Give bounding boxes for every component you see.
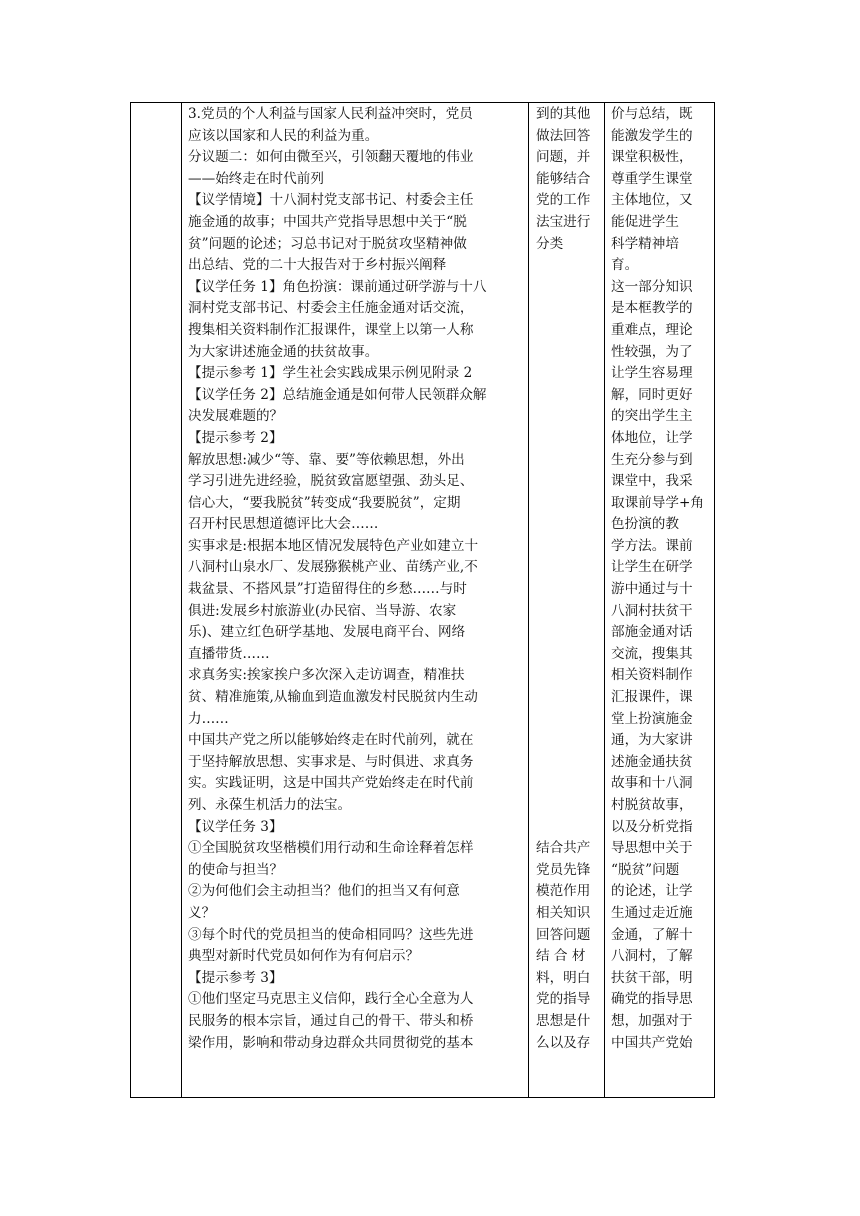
intent-line: 让学生在研学 bbox=[611, 559, 693, 576]
intent-line: 解，同时更好 bbox=[611, 386, 693, 403]
content-line: 【议学任务 3】 bbox=[188, 818, 283, 835]
intent-line: 的突出学生主 bbox=[611, 408, 693, 425]
intent-line: 确党的指导思 bbox=[611, 991, 693, 1008]
content-line: 中国共产党之所以能够始终走在时代前列，就在 bbox=[188, 732, 474, 749]
intent-line: 体地位，让学 bbox=[611, 429, 693, 446]
activity-line: 结 合 材 bbox=[536, 948, 586, 965]
design-intent-text bbox=[605, 103, 714, 1054]
student-activity-gap bbox=[536, 255, 604, 838]
activity-line: 党的指导 bbox=[536, 991, 591, 1008]
student-activity-bottom bbox=[536, 838, 604, 1054]
intent-line: 以及分析党指 bbox=[611, 818, 693, 835]
content-line: 义？ bbox=[188, 904, 216, 921]
intent-line: 中国共产党始 bbox=[611, 1034, 693, 1051]
lesson-plan-table bbox=[130, 102, 715, 1098]
content-line: 实事求是:根据本地区情况发展特色产业如建立十 bbox=[188, 537, 479, 554]
intent-line: 尊重学生课堂 bbox=[611, 170, 693, 187]
intent-line: 汇报课件，课 bbox=[611, 689, 693, 706]
intent-line: 导思想中关于 bbox=[611, 840, 693, 857]
content-line: 【议学任务 2】总结施金通是如何带人民领群众解 bbox=[188, 386, 487, 403]
content-line: 出总结、党的二十大报告对于乡村振兴阐释 bbox=[188, 257, 447, 274]
content-line: 的使命与担当？ bbox=[188, 861, 284, 878]
content-line: 直播带货…… bbox=[188, 645, 270, 662]
intent-line: 科学精神培 bbox=[611, 235, 679, 252]
content-line: 实。实践证明，这是中国共产党始终走在时代前 bbox=[188, 775, 474, 792]
intent-line: 生通过走近施 bbox=[611, 904, 693, 921]
intent-line: 能促进学生 bbox=[611, 213, 679, 230]
intent-line: 部施金通对话 bbox=[611, 624, 693, 641]
activity-line: 党的工作 bbox=[536, 192, 591, 209]
blank-first-column-cell bbox=[131, 103, 182, 1098]
student-activity-top bbox=[536, 104, 604, 255]
activity-line: 料，明白 bbox=[536, 969, 591, 986]
content-line: ——始终走在时代前列 bbox=[188, 170, 324, 187]
intent-line: 相关资料制作 bbox=[611, 667, 693, 684]
intent-line: 述施金通扶贫 bbox=[611, 753, 693, 770]
content-line: ③每个时代的党员担当的使命相同吗？这些先进 bbox=[188, 926, 474, 943]
student-activity-cell bbox=[529, 103, 605, 1098]
intent-line: “脱贫”问题 bbox=[611, 861, 680, 878]
intent-line: 通，为大家讲 bbox=[611, 732, 693, 749]
intent-line: 重难点，理论 bbox=[611, 321, 693, 338]
activity-line: 做法回答 bbox=[536, 127, 591, 144]
intent-line: 色扮演的教 bbox=[611, 516, 679, 533]
content-line: 施金通的故事；中国共产党指导思想中关于“脱 bbox=[188, 213, 467, 230]
intent-line: 是本框教学的 bbox=[611, 300, 693, 317]
intent-line: 八洞村扶贫干 bbox=[611, 602, 693, 619]
activity-line: 么以及存 bbox=[536, 1034, 591, 1051]
content-line: 3.党员的个人利益与国家人民利益冲突时，党员 bbox=[188, 106, 473, 122]
activity-line: 思想是什 bbox=[536, 1012, 591, 1029]
activity-line: 模范作用 bbox=[536, 883, 591, 900]
content-line: 应该以国家和人民的利益为重。 bbox=[188, 127, 379, 144]
student-activity-text bbox=[529, 103, 604, 1054]
content-line: 分议题二：如何由微至兴，引领翻天覆地的伟业 bbox=[188, 149, 474, 166]
intent-line: 这一部分知识 bbox=[611, 278, 693, 295]
content-line: 典型对新时代党员如何作为有何启示？ bbox=[188, 948, 420, 965]
table-row bbox=[131, 103, 715, 1098]
content-line: 洞村党支部书记、村委会主任施金通对话交流， bbox=[188, 300, 474, 317]
content-line: 俱进:发展乡村旅游业(办民宿、当导游、农家 bbox=[188, 602, 457, 619]
content-line: 搜集相关资料制作汇报课件，课堂上以第一人称 bbox=[188, 321, 474, 338]
content-line: 八洞村山泉水厂、发展猕猴桃产业、苗绣产业,不 bbox=[188, 559, 478, 576]
content-line: 贫”问题的论述；习总书记对于脱贫攻坚精神做 bbox=[188, 235, 467, 252]
design-intent-cell bbox=[605, 103, 715, 1098]
content-line: 召开村民思想道德评比大会…… bbox=[188, 516, 379, 533]
content-line: ②为何他们会主动担当？他们的担当又有何意 bbox=[188, 883, 460, 900]
intent-line: 游中通过与十 bbox=[611, 581, 693, 598]
intent-line: 交流，搜集其 bbox=[611, 645, 693, 662]
content-line: 学习引进先进经验，脱贫致富愿望强、劲头足、 bbox=[188, 473, 474, 490]
content-line: 【提示参考 3】 bbox=[188, 969, 283, 986]
teaching-content-cell bbox=[182, 103, 529, 1098]
activity-line: 结合共产 bbox=[536, 840, 591, 857]
content-line: 【议学情境】十八洞村党支部书记、村委会主任 bbox=[188, 192, 474, 209]
content-line: 求真务实:挨家挨户多次深入走访调查，精准扶 bbox=[188, 667, 465, 684]
content-line: 梁作用，影响和带动身边群众共同贯彻党的基本 bbox=[188, 1034, 474, 1051]
content-line: 【提示参考 2】 bbox=[188, 429, 283, 446]
intent-line: 金通，了解十 bbox=[611, 926, 693, 943]
content-line: 【提示参考 1】学生社会实践成果示例见附录 2 bbox=[188, 365, 473, 382]
intent-line: 八洞村，了解 bbox=[611, 948, 693, 965]
intent-line: 主体地位，又 bbox=[611, 192, 693, 209]
intent-line: 育。 bbox=[611, 257, 639, 274]
activity-line: 分类 bbox=[536, 235, 564, 252]
intent-line: 能激发学生的 bbox=[611, 127, 693, 144]
content-line: 解放思想:减少“等、靠、要”等依赖思想，外出 bbox=[188, 451, 465, 468]
content-line: 决发展难题的？ bbox=[188, 408, 284, 425]
activity-line: 党员先锋 bbox=[536, 861, 591, 878]
intent-line: 性较强，为了 bbox=[611, 343, 693, 360]
content-line: 力…… bbox=[188, 710, 229, 727]
intent-line: 想，加强对于 bbox=[611, 1012, 693, 1029]
content-line: 栽盆景、不搭风景”打造留得住的乡愁……与时 bbox=[188, 581, 467, 598]
intent-line: 让学生容易理 bbox=[611, 365, 693, 382]
intent-line: 故事和十八洞 bbox=[611, 775, 693, 792]
intent-line: 课堂积极性， bbox=[611, 149, 693, 166]
content-line: 贫、精准施策,从输血到造血激发村民脱贫内生动 bbox=[188, 689, 478, 706]
teaching-content-text bbox=[182, 103, 528, 1054]
intent-line: 扶贫干部，明 bbox=[611, 969, 693, 986]
intent-line: 堂上扮演施金 bbox=[611, 710, 693, 727]
content-line: 列、永葆生机活力的法宝。 bbox=[188, 797, 352, 813]
activity-line: 到的其他 bbox=[536, 106, 591, 122]
content-line: 乐)、建立红色研学基地、发展电商平台、网络 bbox=[188, 624, 466, 641]
content-line: 于坚持解放思想、实事求是、与时俱进、求真务 bbox=[188, 753, 474, 770]
content-line: 【议学任务 1】角色扮演：课前通过研学游与十八 bbox=[188, 278, 487, 295]
intent-line: 生充分参与到 bbox=[611, 451, 693, 468]
intent-line: 课堂中，我采 bbox=[611, 473, 693, 490]
intent-line: 村脱贫故事， bbox=[611, 797, 693, 813]
intent-line: 学方法。课前 bbox=[611, 537, 693, 554]
content-line: 为大家讲述施金通的扶贫故事。 bbox=[188, 343, 379, 360]
content-line: 民服务的根本宗旨，通过自己的骨干、带头和桥 bbox=[188, 1012, 474, 1029]
intent-line: 价与总结，既 bbox=[611, 106, 693, 122]
content-line: ①他们坚定马克思主义信仰，践行全心全意为人 bbox=[188, 991, 474, 1008]
content-line: ①全国脱贫攻坚楷模们用行动和生命诠释着怎样 bbox=[188, 840, 474, 857]
intent-line: 的论述，让学 bbox=[611, 883, 693, 900]
content-line: 信心大，“要我脱贫”转变成“我要脱贫”，定期 bbox=[188, 494, 461, 511]
activity-line: 法宝进行 bbox=[536, 213, 591, 230]
activity-line: 回答问题 bbox=[536, 926, 591, 943]
activity-line: 相关知识 bbox=[536, 904, 591, 921]
intent-line: 取课前导学+角 bbox=[611, 494, 704, 511]
activity-line: 能够结合 bbox=[536, 170, 591, 187]
activity-line: 问题，并 bbox=[536, 149, 591, 166]
